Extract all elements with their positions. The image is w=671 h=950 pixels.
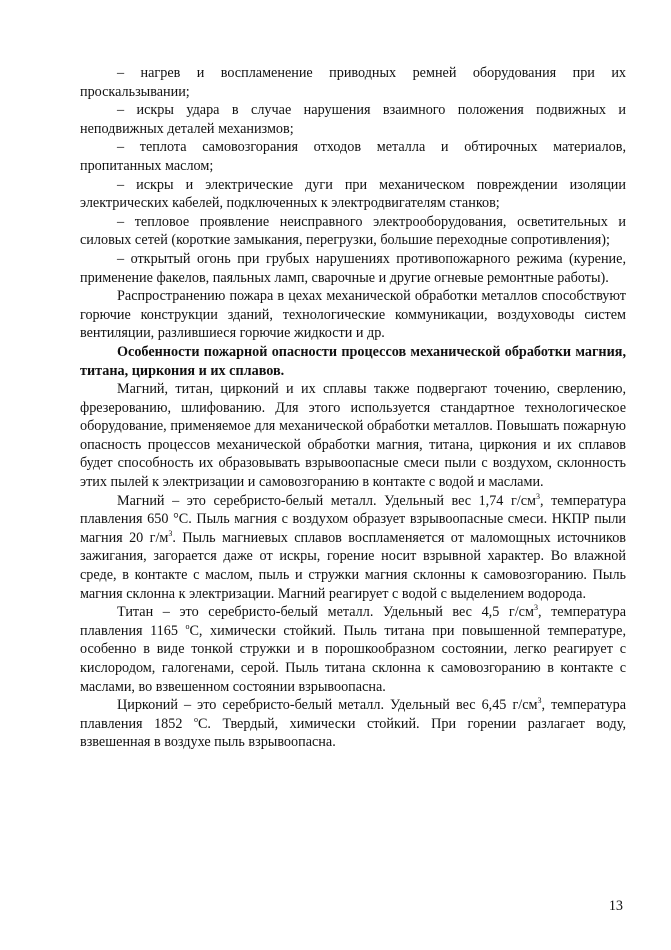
list-item: – открытый огонь при грубых нарушениях противопожарного режима (курение, применение факелов, паяльных ламп, сварочные и другие огневые ремонтные работы). xyxy=(80,250,626,286)
list-item: – теплота самовозгорания отходов металла и обтирочных материалов, пропитанных маслом; xyxy=(80,139,626,174)
section-heading: Особенности пожарной опасности процессов механической обработки магния, титана, циркония и их сплавов. xyxy=(80,343,626,379)
list-item: – искры и электрические дуги при механическом повреждении изоляции электрических кабелей, подключенных к электродвигателям станков; xyxy=(80,176,626,212)
superscript: 3 xyxy=(537,696,542,706)
paragraph-titanium xyxy=(80,603,626,696)
text-run: Магний – это серебристо-белый металл. Удельный вес 1,74 г/см xyxy=(117,492,536,509)
page-number: 13 xyxy=(608,898,623,914)
list-item: – тепловое проявление неисправного электрооборудования, осветительных и силовых сетей (короткие замыкания, перегрузки, большие переходные сопротивления); xyxy=(80,213,626,249)
paragraph-fire-spread: Распространению пожара в цехах механической обработки металлов способствуют горючие конструкции зданий, технологические коммуникации, воздуховоды систем вентиляции, разлившиеся горючие жидкости и др. xyxy=(80,288,626,342)
text-run: Цирконий – это серебристо-белый металл. Удельный вес 6,45 г/см xyxy=(117,697,538,714)
text-run: С, химически стойкий. Пыль титана при повышенной температуре, особенно в виде тонкой стружки и в порошкообразном состоянии, легко реагирует с кислородом, галогенами, серой. Пыль титана склонна к самовозгоранию в контакте с маслами, во взвешенном состоянии взрывоопасна. xyxy=(80,622,626,695)
text-run: Титан – это серебристо-белый металл. Удельный вес 4,5 г/см xyxy=(117,604,534,621)
superscript: о xyxy=(193,714,198,724)
superscript: 3 xyxy=(168,528,173,538)
text-run: С. Твердый, химически стойкий. При горении разлагает воду, взвешенная в воздухе пыль взрывоопасна. xyxy=(80,715,626,751)
text-run: , температура плавления 1852 xyxy=(80,697,626,732)
page-body xyxy=(80,64,626,752)
superscript: о xyxy=(185,621,190,631)
text-run: , температура плавления 650 °С. Пыль магния с воздухом образует взрывоопасные смеси. НКПР пыли магния 20 г/м xyxy=(80,492,626,546)
paragraph-magnesium xyxy=(80,492,626,604)
list-item: – искры удара в случае нарушения взаимного положения подвижных и неподвижных деталей механизмов; xyxy=(80,102,626,137)
text-run: . Пыль магниевых сплавов воспламеняется от маломощных источников зажигания, загорается даже от искры, горение носит взрывной характер. Во влажной среде, в контакте с маслом, пыль и стружки магния склонны к самовозгоранию. Пыль магния склонна к электризации. Магний реагирует с водой с выделением водорода. xyxy=(80,529,626,602)
superscript: 3 xyxy=(536,491,540,501)
superscript: 3 xyxy=(533,603,538,613)
text-run: , температура плавления 1165 xyxy=(80,604,626,639)
paragraph-intro: Магний, титан, цирконий и их сплавы также подвергают точению, сверлению, фрезерованию, шлифованию. Для этого используется стандартное технологическое оборудование, применяемое для механической обработки металлов. Повышать пожарную опасность процессов механической обработки магния, титана, циркония и их сплавов будет способность их образовывать взрывоопасные смеси пыли с воздухом, склонность этих пылей к электризации и самовозгоранию в контакте с водой и маслами. xyxy=(80,381,626,491)
paragraph-zirconium xyxy=(80,696,626,752)
list-item: – нагрев и воспламенение приводных ремней оборудования при их проскальзывании; xyxy=(80,65,626,100)
